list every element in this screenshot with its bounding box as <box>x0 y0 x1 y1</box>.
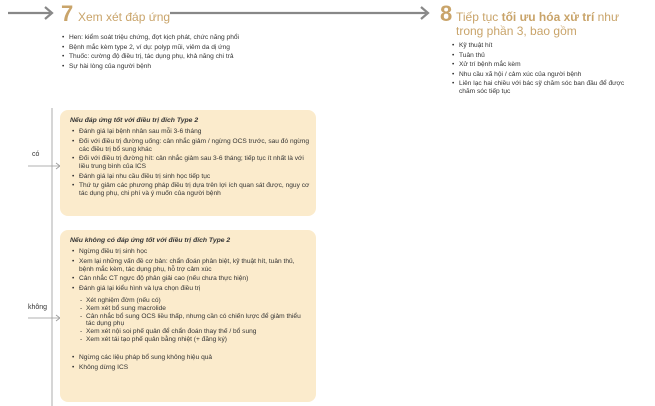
branch-no-subitem: - Cân nhắc bổ sung OCS liều thấp, nhưng cần có chiến lược để giảm thiểu tác dụng phụ <box>80 313 306 329</box>
step8-title-pre: Tiếp tục <box>456 10 502 24</box>
step7-number: 7 <box>61 1 74 26</box>
step7-item: • Hen: kiểm soát triệu chứng, đợt kịch phát, chức năng phổi <box>62 34 262 42</box>
step8-item: • Liên lạc hai chiều với bác sỹ chăm sóc ban đầu để được chăm sóc tiếp tục <box>452 80 627 96</box>
step8-title-post: như trong phần 3, bao gồm <box>456 10 620 38</box>
step7-title: Xem xét đáp ứng <box>78 10 171 24</box>
branch-yes-item: • Đánh giá lại bệnh nhân sau mỗi 3-6 tháng <box>72 128 310 136</box>
branch-no-label: không <box>28 304 48 311</box>
step7-item: • Thuốc: cường độ điều trị, tác dụng phụ, khả năng chi trả <box>62 53 262 61</box>
branch-no-item: • Ngừng các liệu pháp bổ sung không hiệu quả <box>72 354 310 362</box>
branch-yes-item: • Đối với điều trị đường hít: cân nhắc giảm sau 3-6 tháng; tiếp tục ít nhất là với liều trung bình của ICS <box>72 155 310 171</box>
branch-no-item: • Xem lại những vấn đề cơ bản: chẩn đoán phân biệt, kỹ thuật hít, tuân thủ, bệnh mắc kèm, tác dụng phụ, hỗ trợ cảm xúc <box>72 258 310 274</box>
step7-item: • Sự hài lòng của người bệnh <box>62 63 262 71</box>
step8-list <box>452 42 627 98</box>
branch-no-list-bottom <box>72 354 310 373</box>
branch-no-subitem: - Xem xét tái tạo phế quản bằng nhiệt (+ đăng ký) <box>80 336 306 344</box>
branch-yes-list <box>72 128 310 200</box>
step8-title <box>456 10 646 38</box>
branch-no-title: Nếu không có đáp ứng tốt với điều trị đích Type 2 <box>70 237 231 244</box>
branch-no-subitem: - Xét nghiệm đờm (nếu có) <box>80 297 306 305</box>
step7-list <box>62 34 262 72</box>
step7-item: • Bệnh mắc kèm type 2, ví dụ: polyp mũi, viêm da dị ứng <box>62 44 262 52</box>
branch-yes-item: • Đối với điều trị đường uống: cân nhắc giảm / ngừng OCS trước, sau đó ngừng các điều trị bổ sung khác <box>72 138 310 154</box>
branch-no-subitem: - Xem xét bổ sung macrolide <box>80 305 306 313</box>
branch-yes-title: Nếu đáp ứng tốt với điều trị đích Type 2 <box>70 117 199 124</box>
branch-no-item: • Đánh giá lại kiểu hình và lựa chọn điều trị <box>72 285 310 293</box>
branch-no-item: • Ngừng điều trị sinh học <box>72 248 310 256</box>
branch-no-item: • Không dừng ICS <box>72 364 310 372</box>
step8-title-bold: tối ưu hóa xử trí <box>501 10 595 24</box>
step8-item: • Tuân thủ <box>452 52 627 60</box>
branch-yes-box <box>60 110 316 216</box>
branch-no-sublist <box>80 297 306 344</box>
step8-item: • Nhu cầu xã hội / cảm xúc của người bệnh <box>452 71 627 79</box>
branch-no-subitem: - Xem xét nội soi phế quản để chẩn đoán thay thế / bổ sung <box>80 328 306 336</box>
step8-item: • Kỹ thuật hít <box>452 42 627 50</box>
branch-yes-label: có <box>32 151 40 158</box>
branch-yes-item: • Thứ tự giảm các phương pháp điều trị dựa trên lợi ích quan sát được, nguy cơ tác dụng phụ, chi phí và ý muốn của người bệnh <box>72 182 310 198</box>
branch-no-list-top <box>72 248 310 294</box>
step8-item: • Xử trí bệnh mắc kèm <box>452 61 627 69</box>
branch-no-item: • Cân nhắc CT ngực độ phân giải cao (nếu chưa thực hiện) <box>72 275 310 283</box>
branch-no-box <box>60 230 316 402</box>
step8-number: 8 <box>440 1 453 26</box>
branch-yes-item: • Đánh giá lại nhu cầu điều trị sinh học tiếp tục <box>72 173 310 181</box>
